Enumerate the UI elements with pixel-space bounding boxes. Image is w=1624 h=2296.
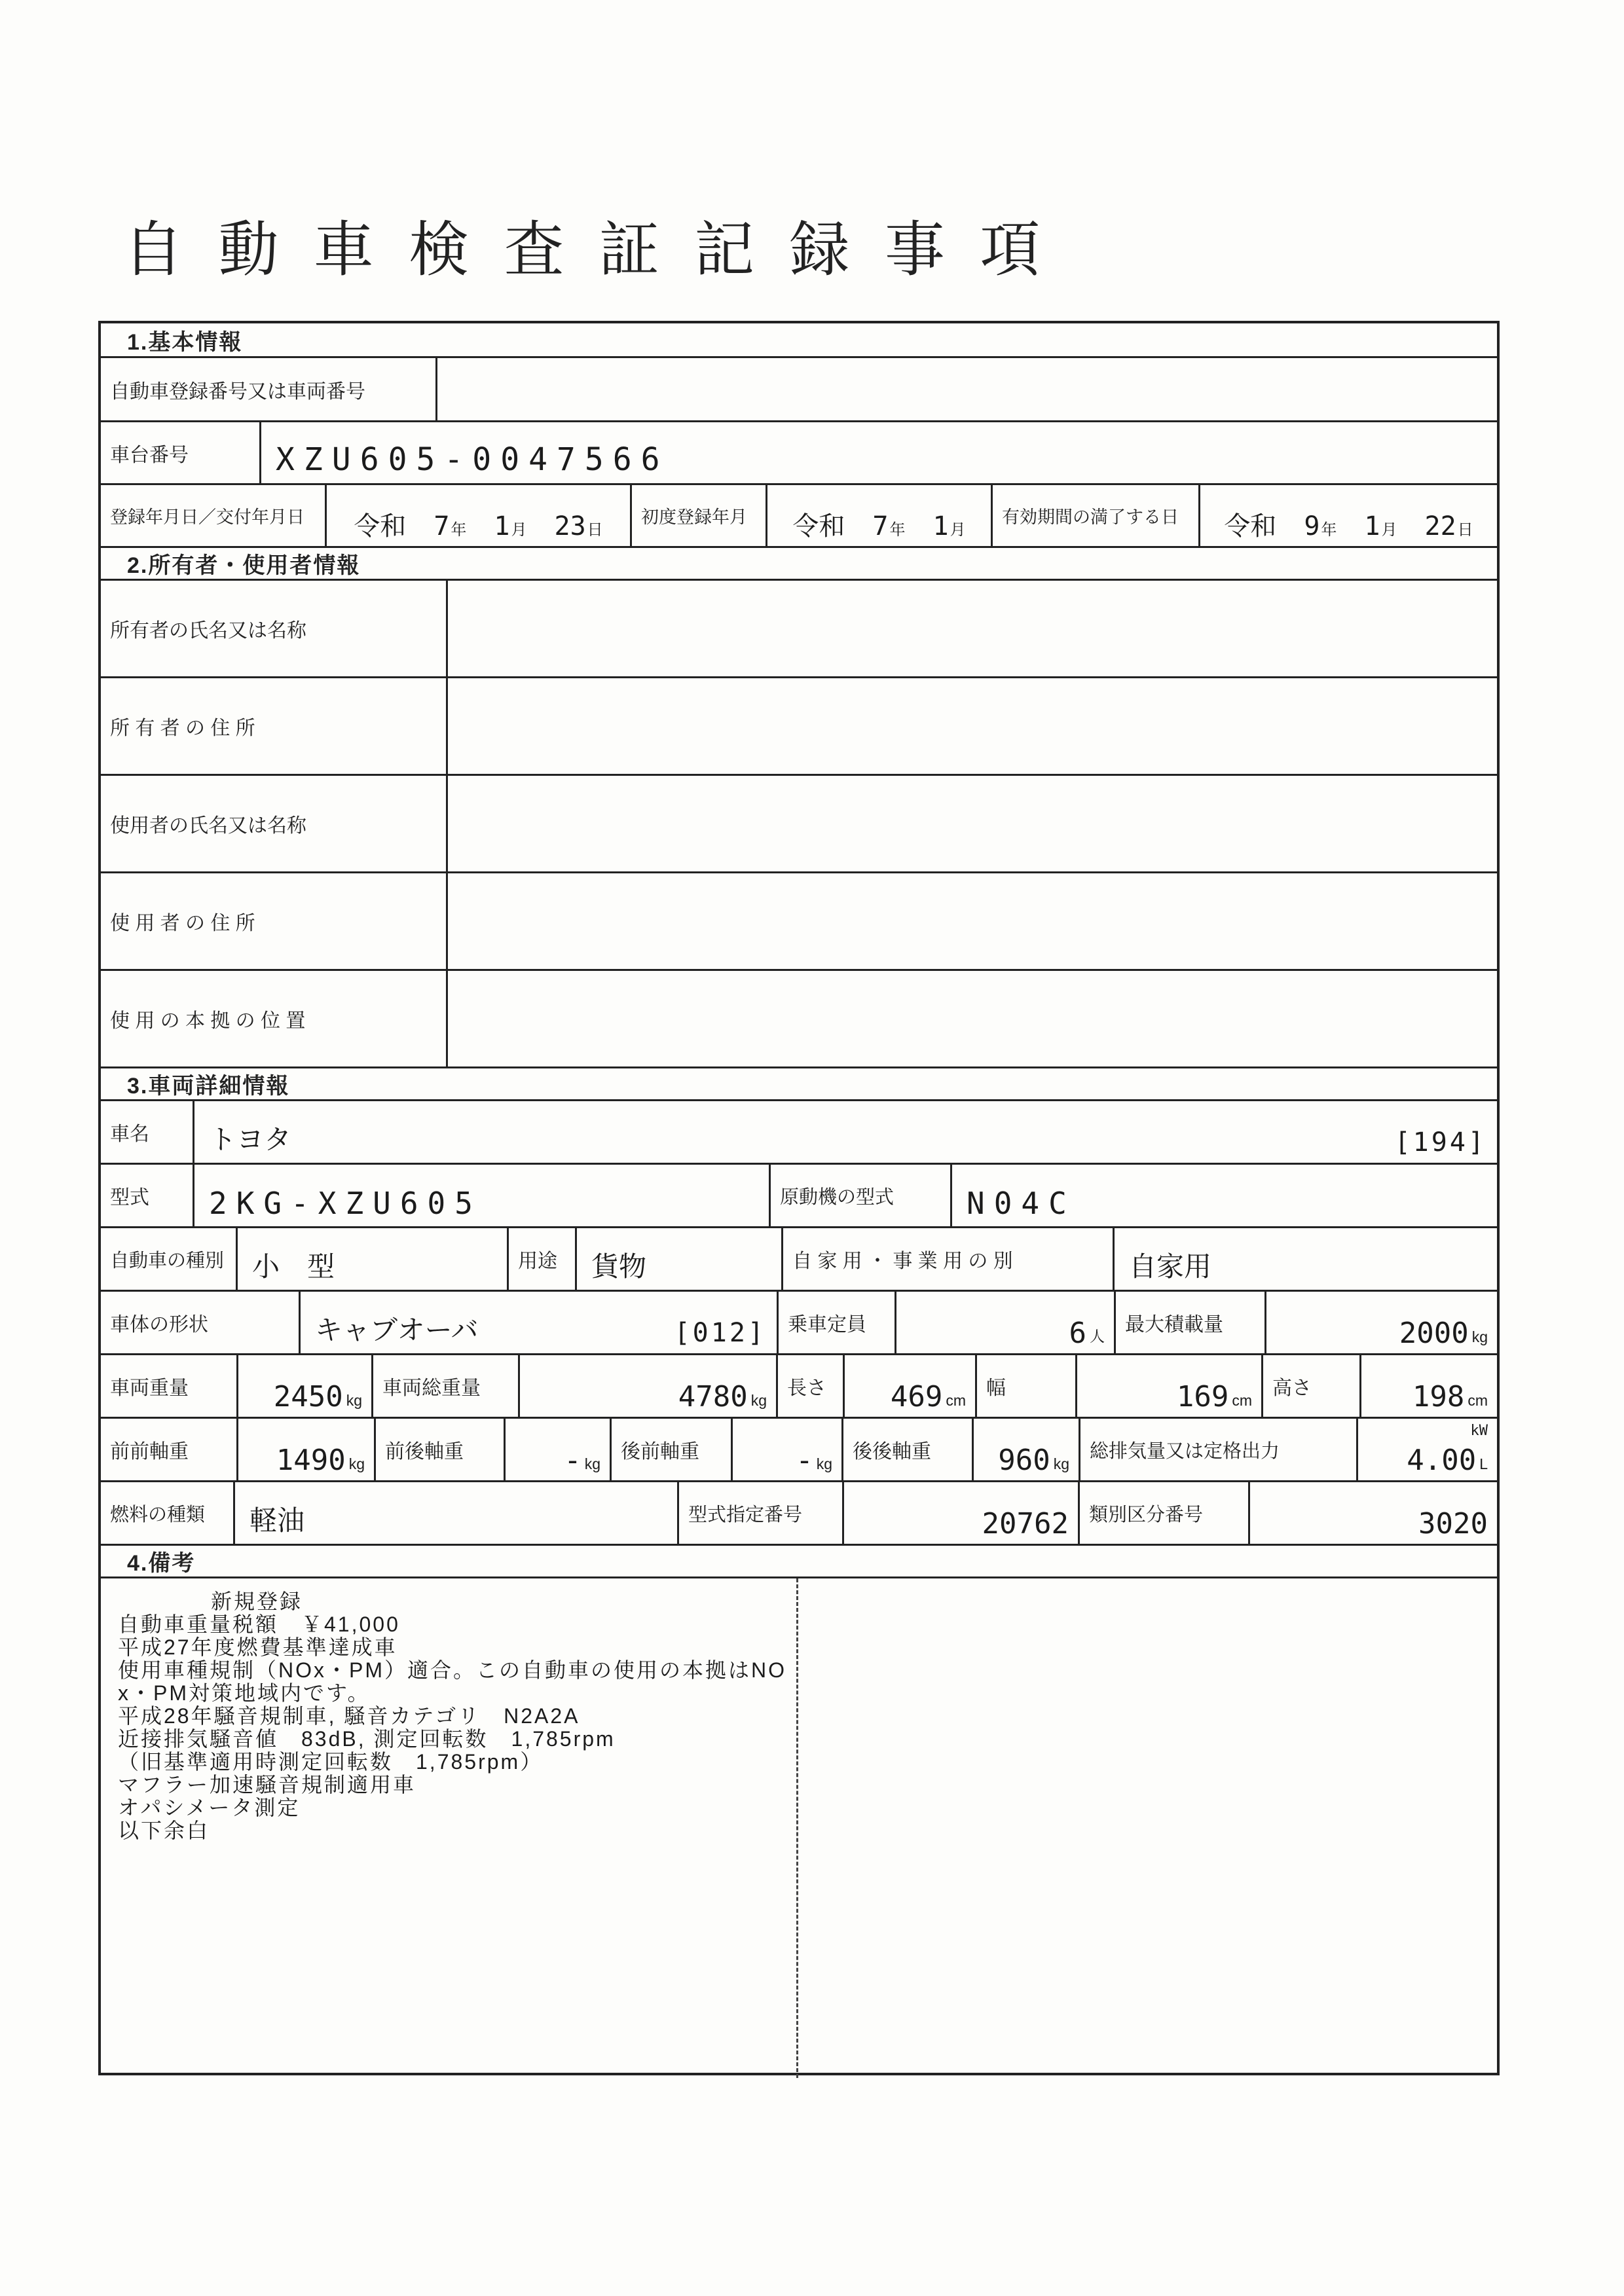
chassis-number-text: XZU605-0047566 [276, 441, 669, 478]
user-name-value [448, 776, 1497, 871]
classification-number-value [1250, 1482, 1497, 1544]
fuel-type-label: 燃料の種類 [101, 1482, 235, 1544]
remark-line: 近接排気騒音値 83dB, 測定回転数 1,785rpm [118, 1727, 616, 1751]
month-unit: 月 [950, 521, 966, 539]
month-unit: 月 [1381, 521, 1397, 539]
use-label: 用途 [509, 1228, 577, 1290]
remark-line: 以下余白 [118, 1819, 210, 1842]
classification-number-label: 類別区分番号 [1080, 1482, 1250, 1544]
max-load-unit: kg [1471, 1328, 1488, 1345]
certificate-table [98, 321, 1500, 2075]
rear-front-axle-value [733, 1419, 843, 1480]
displacement-number: 4.00 [1407, 1444, 1477, 1477]
rear-rear-axle-value [974, 1419, 1080, 1480]
first-registration-year: 7 [872, 511, 889, 541]
front-rear-axle-label: 前後軸重 [376, 1419, 506, 1480]
section-header-vehicle-details: 3.車両詳細情報 [101, 1066, 1497, 1099]
rear-front-axle-unit: kg [816, 1455, 832, 1472]
owner-name-label: 所有者の氏名又は名称 [101, 581, 448, 676]
height-number: 198 [1412, 1380, 1465, 1413]
user-name-label: 使用者の氏名又は名称 [101, 776, 448, 871]
year-unit: 年 [451, 521, 467, 539]
engine-model-value [952, 1165, 1497, 1226]
body-shape-text: キャブオーバ [315, 1315, 479, 1345]
user-address-value [448, 873, 1497, 969]
row-owner-address [101, 676, 1497, 774]
model-label: 型式 [101, 1165, 194, 1226]
day-unit: 日 [587, 521, 603, 539]
row-car-name [101, 1099, 1497, 1163]
front-front-axle-value [238, 1419, 376, 1480]
month-unit: 月 [511, 521, 527, 539]
registration-date-month: 1 [494, 511, 510, 541]
vehicle-category-label: 自動車の種別 [101, 1228, 238, 1290]
page-title: 自動車検査証記録事項 [123, 215, 1075, 285]
rear-front-axle-label: 後前軸重 [612, 1419, 733, 1480]
row-base-location [101, 969, 1497, 1066]
remarks-body [101, 1578, 1497, 2078]
width-label: 幅 [977, 1355, 1077, 1417]
chassis-number-value [261, 422, 1497, 483]
height-value [1361, 1355, 1497, 1417]
body-shape-value [301, 1292, 779, 1353]
displacement-unit-kw: kW [1470, 1423, 1488, 1439]
car-name-label: 車名 [101, 1101, 194, 1163]
owner-address-value [448, 678, 1497, 774]
year-unit: 年 [1321, 521, 1337, 539]
car-name-text: トヨタ [209, 1124, 292, 1155]
model-text: 2KG-XZU605 [209, 1186, 482, 1221]
use-value [577, 1228, 783, 1290]
remark-line: マフラー加速騒音規制適用車 [118, 1773, 416, 1796]
width-number: 169 [1176, 1380, 1229, 1413]
displacement-value [1358, 1419, 1497, 1480]
vehicle-weight-label: 車両重量 [101, 1355, 238, 1417]
registration-number-value [437, 358, 1497, 420]
remark-line: 自動車重量税額 ￥41,000 [118, 1613, 400, 1636]
owner-name-value [448, 581, 1497, 676]
user-address-label: 使 用 者 の 住 所 [101, 873, 448, 969]
capacity-value [896, 1292, 1116, 1353]
height-label: 高さ [1263, 1355, 1361, 1417]
base-location-value [448, 971, 1497, 1066]
front-rear-axle-unit: kg [584, 1455, 600, 1472]
first-registration-era: 令和 [792, 512, 845, 541]
private-business-value [1115, 1228, 1497, 1290]
chassis-number-label: 車台番号 [101, 422, 261, 483]
displacement-unit-l: L [1479, 1455, 1488, 1472]
max-load-label: 最大積載量 [1116, 1292, 1266, 1353]
base-location-label: 使 用 の 本 拠 の 位 置 [101, 971, 448, 1066]
capacity-label: 乗車定員 [779, 1292, 896, 1353]
type-certification-label: 型式指定番号 [679, 1482, 844, 1544]
height-unit: cm [1467, 1392, 1488, 1409]
length-unit: cm [946, 1392, 966, 1409]
registration-date-value [327, 485, 632, 546]
length-number: 469 [890, 1380, 943, 1413]
row-axle-weights [101, 1417, 1497, 1480]
rear-rear-axle-label: 後後軸重 [843, 1419, 974, 1480]
width-unit: cm [1232, 1392, 1252, 1409]
row-user-address [101, 871, 1497, 969]
remark-line: オパシメータ測定 [118, 1796, 301, 1819]
front-rear-axle-number: - [564, 1444, 581, 1477]
vehicle-weight-value [238, 1355, 373, 1417]
remarks-section [101, 1576, 1497, 2078]
rear-rear-axle-unit: kg [1053, 1455, 1069, 1472]
expiry-date-day: 22 [1424, 511, 1456, 541]
fuel-type-value [235, 1482, 679, 1544]
expiry-date-era: 令和 [1224, 512, 1277, 541]
row-registration-number [101, 356, 1497, 420]
length-value [845, 1355, 977, 1417]
vehicle-category-value [238, 1228, 509, 1290]
remark-line: 平成27年度燃費基準達成車 [118, 1635, 397, 1659]
max-load-number: 2000 [1399, 1317, 1469, 1350]
vehicle-weight-number: 2450 [273, 1380, 343, 1413]
private-business-text: 自家用 [1129, 1251, 1212, 1282]
gross-weight-value [520, 1355, 778, 1417]
registration-date-era: 令和 [354, 512, 407, 541]
registration-date-day: 23 [554, 511, 586, 541]
front-front-axle-label: 前前軸重 [101, 1419, 238, 1480]
registration-number-label: 自動車登録番号又は車両番号 [101, 358, 437, 420]
engine-model-label: 原動機の型式 [771, 1165, 952, 1226]
row-model [101, 1163, 1497, 1226]
car-name-code: [194] [1394, 1127, 1486, 1157]
expiry-date-value [1200, 485, 1497, 546]
day-unit: 日 [1457, 521, 1473, 539]
rear-rear-axle-number: 960 [998, 1444, 1050, 1477]
registration-date-year: 7 [434, 511, 450, 541]
year-unit: 年 [889, 521, 906, 539]
gross-weight-label: 車両総重量 [373, 1355, 520, 1417]
capacity-unit: 人 [1090, 1328, 1105, 1345]
gross-weight-number: 4780 [678, 1380, 748, 1413]
body-shape-label: 車体の形状 [101, 1292, 301, 1353]
row-category-use [101, 1226, 1497, 1290]
expiry-date-year: 9 [1304, 511, 1320, 541]
remark-line: 平成28年騒音規制車, 騒音カテゴリ N2A2A [118, 1704, 580, 1728]
section-header-remarks: 4.備考 [101, 1544, 1497, 1576]
owner-address-label: 所 有 者 の 住 所 [101, 678, 448, 774]
front-front-axle-unit: kg [348, 1455, 365, 1472]
row-weights-dimensions [101, 1353, 1497, 1417]
rear-front-axle-number: - [796, 1444, 813, 1477]
front-front-axle-number: 1490 [276, 1444, 346, 1477]
remarks-dashed-divider [796, 1578, 798, 2078]
front-rear-axle-value [506, 1419, 612, 1480]
use-text: 貨物 [591, 1251, 647, 1282]
row-body-shape [101, 1290, 1497, 1353]
type-certification-number: 20762 [982, 1507, 1069, 1540]
fuel-type-text: 軽油 [249, 1505, 305, 1536]
width-value [1077, 1355, 1263, 1417]
displacement-label: 総排気量又は定格出力 [1080, 1419, 1358, 1480]
remark-line: 新規登録 [211, 1590, 303, 1613]
first-registration-value [767, 485, 993, 546]
row-fuel-certification [101, 1480, 1497, 1544]
row-owner-name [101, 579, 1497, 676]
remark-line: x・PM対策地域内です。 [118, 1681, 371, 1705]
type-certification-value [844, 1482, 1080, 1544]
row-chassis-number [101, 420, 1497, 483]
engine-model-text: N04C [967, 1186, 1076, 1221]
max-load-value [1266, 1292, 1497, 1353]
vehicle-weight-unit: kg [346, 1392, 362, 1409]
vehicle-category-text: 小 型 [252, 1251, 335, 1282]
classification-number-text: 3020 [1418, 1507, 1488, 1540]
remark-line: 使用車種規制（NOx・PM）適合。この自動車の使用の本拠はNO [118, 1658, 787, 1682]
section-header-owner-user: 2.所有者・使用者情報 [101, 546, 1497, 579]
row-dates [101, 483, 1497, 546]
private-business-label: 自 家 用 ・ 事 業 用 の 別 [783, 1228, 1115, 1290]
gross-weight-unit: kg [750, 1392, 767, 1409]
expiry-date-label: 有効期間の満了する日 [993, 485, 1200, 546]
body-shape-code: [012] [674, 1318, 766, 1348]
section-header-basic-info: 1.基本情報 [127, 329, 243, 355]
expiry-date-month: 1 [1364, 511, 1380, 541]
model-value [194, 1165, 771, 1226]
capacity-number: 6 [1069, 1317, 1086, 1350]
car-name-value [194, 1101, 1497, 1163]
remark-line: （旧基準適用時測定回転数 1,785rpm） [118, 1750, 544, 1774]
first-registration-label: 初度登録年月 [632, 485, 767, 546]
registration-date-label: 登録年月日／交付年月日 [101, 485, 327, 546]
length-label: 長さ [778, 1355, 845, 1417]
first-registration-month: 1 [932, 511, 949, 541]
row-user-name [101, 774, 1497, 871]
